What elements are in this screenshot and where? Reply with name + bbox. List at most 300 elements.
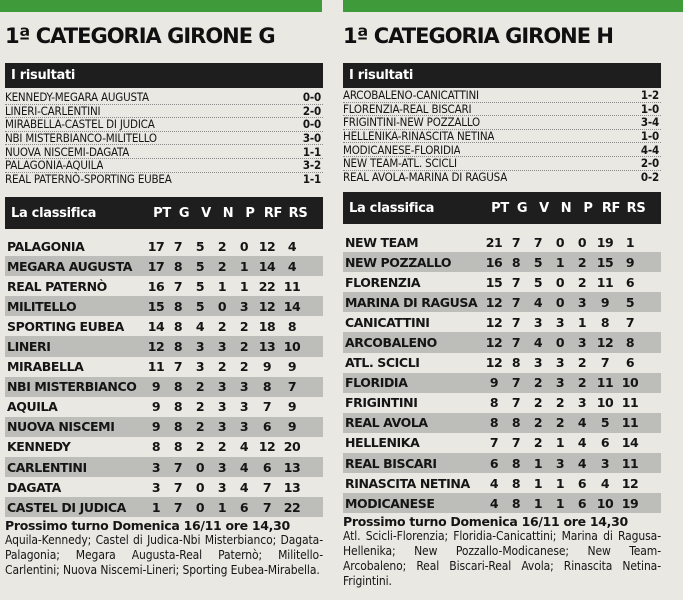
stat-cell: 8 bbox=[511, 355, 521, 371]
result-match: HELLENIKA-RINASCITA NETINA bbox=[343, 129, 495, 144]
standings-col-header: RS bbox=[288, 205, 308, 221]
result-match: FLORENZIA-REAL BISCARI bbox=[343, 101, 472, 116]
stat-cell: 6 bbox=[625, 355, 635, 371]
standings-row bbox=[5, 497, 323, 517]
stat-cell: 7 bbox=[489, 435, 499, 451]
girone-title: 1ª CATEGORIA GIRONE G bbox=[5, 24, 275, 48]
stat-cell: 3 bbox=[151, 479, 161, 495]
team-name: ARCOBALENO bbox=[345, 335, 437, 351]
stat-cell: 9 bbox=[600, 294, 610, 310]
standings-row bbox=[5, 276, 323, 296]
result-match: NUOVA NISCEMI-DAGATA bbox=[5, 144, 130, 159]
stat-cell: 7 bbox=[262, 499, 272, 515]
stat-cell: 10 bbox=[596, 495, 614, 511]
stat-cell: 3 bbox=[533, 355, 543, 371]
stat-cell: 2 bbox=[239, 339, 249, 355]
stat-cell: 0 bbox=[577, 234, 587, 250]
stat-cell: 7 bbox=[511, 335, 521, 351]
stat-cell: 12 bbox=[258, 439, 276, 455]
standings-label: La classifica bbox=[349, 200, 435, 216]
result-score: 1-2 bbox=[640, 88, 659, 103]
stat-cell: 16 bbox=[147, 278, 165, 294]
stat-cell: 8 bbox=[173, 298, 183, 314]
team-name: MODICANESE bbox=[345, 495, 435, 511]
standings-row bbox=[343, 232, 661, 252]
team-name: REAL BISCARI bbox=[345, 455, 437, 471]
result-score: 1-0 bbox=[640, 101, 659, 116]
result-match: KENNEDY-MEGARA AUGUSTA bbox=[5, 90, 149, 105]
stat-cell: 7 bbox=[511, 314, 521, 330]
result-score: 0-0 bbox=[302, 90, 321, 105]
stat-cell: 8 bbox=[511, 495, 521, 511]
standings-col-header: RF bbox=[263, 205, 283, 221]
standings-row bbox=[343, 453, 661, 473]
team-name: CANICATTINI bbox=[345, 314, 430, 330]
stat-cell: 19 bbox=[621, 495, 639, 511]
stat-cell: 1 bbox=[555, 475, 565, 491]
result-row bbox=[343, 89, 661, 103]
stat-cell: 18 bbox=[258, 318, 276, 334]
stat-cell: 2 bbox=[217, 359, 227, 375]
result-score: 2-0 bbox=[302, 103, 321, 118]
next-round-fixtures: Atl. Scicli-Florenzia; Floridia-Canicattini; Marina di Ragusa-Hellenika; New Pozzallo-Modicanese; New Team-Arcobaleno; Real Biscari-Real Avola; Rinascita Netina-Frigintini. bbox=[343, 529, 661, 588]
team-name: LINERI bbox=[7, 339, 51, 355]
standings-row bbox=[343, 252, 661, 272]
stat-cell: 9 bbox=[262, 359, 272, 375]
stat-cell: 17 bbox=[147, 238, 165, 254]
stat-cell: 8 bbox=[489, 415, 499, 431]
stat-cell: 8 bbox=[151, 439, 161, 455]
stat-cell: 1 bbox=[217, 278, 227, 294]
stat-cell: 4 bbox=[287, 258, 297, 274]
stat-cell: 8 bbox=[173, 379, 183, 395]
stat-cell: 9 bbox=[151, 379, 161, 395]
stat-cell: 3 bbox=[239, 298, 249, 314]
stat-cell: 7 bbox=[173, 278, 183, 294]
result-row bbox=[343, 130, 661, 144]
team-name: NEW TEAM bbox=[345, 234, 419, 250]
stat-cell: 8 bbox=[262, 379, 272, 395]
stat-cell: 3 bbox=[217, 479, 227, 495]
stat-cell: 0 bbox=[195, 499, 205, 515]
stat-cell: 2 bbox=[195, 379, 205, 395]
stat-cell: 7 bbox=[533, 234, 543, 250]
stat-cell: 15 bbox=[485, 274, 503, 290]
girone-title: 1ª CATEGORIA GIRONE H bbox=[343, 24, 613, 48]
stat-cell: 6 bbox=[262, 419, 272, 435]
stat-cell: 2 bbox=[239, 359, 249, 375]
stat-cell: 3 bbox=[555, 375, 565, 391]
stat-cell: 8 bbox=[287, 318, 297, 334]
stat-cell: 2 bbox=[195, 399, 205, 415]
stat-cell: 11 bbox=[621, 455, 639, 471]
result-match: MODICANESE-FLORIDIA bbox=[343, 142, 461, 157]
stat-cell: 4 bbox=[577, 455, 587, 471]
stat-cell: 12 bbox=[147, 339, 165, 355]
standings-row bbox=[343, 433, 661, 453]
stat-cell: 3 bbox=[239, 399, 249, 415]
stat-cell: 8 bbox=[173, 318, 183, 334]
stat-cell: 12 bbox=[258, 238, 276, 254]
stat-cell: 5 bbox=[600, 415, 610, 431]
result-row bbox=[343, 143, 661, 157]
result-score: 1-0 bbox=[640, 129, 659, 144]
standings-col-header: PT bbox=[153, 205, 171, 221]
stat-cell: 11 bbox=[621, 395, 639, 411]
stat-cell: 3 bbox=[217, 459, 227, 475]
standings-col-header: N bbox=[560, 200, 572, 216]
stat-cell: 11 bbox=[596, 375, 614, 391]
stat-cell: 3 bbox=[217, 379, 227, 395]
standings-col-header: N bbox=[222, 205, 234, 221]
team-name: CARLENTINI bbox=[7, 459, 87, 475]
stat-cell: 4 bbox=[533, 335, 543, 351]
stat-cell: 2 bbox=[217, 439, 227, 455]
stat-cell: 6 bbox=[489, 455, 499, 471]
standings-header bbox=[343, 192, 661, 224]
team-name: KENNEDY bbox=[7, 439, 71, 455]
standings-row bbox=[343, 493, 661, 513]
stat-cell: 2 bbox=[195, 439, 205, 455]
stat-cell: 22 bbox=[283, 499, 301, 515]
stat-cell: 0 bbox=[195, 459, 205, 475]
standings-label: La classifica bbox=[11, 205, 97, 221]
stat-cell: 8 bbox=[600, 314, 610, 330]
stat-cell: 8 bbox=[173, 439, 183, 455]
next-round bbox=[343, 514, 661, 589]
stat-cell: 1 bbox=[577, 314, 587, 330]
standings-row bbox=[5, 437, 323, 457]
stat-cell: 21 bbox=[485, 234, 503, 250]
result-match: REAL AVOLA-MARINA DI RAGUSA bbox=[343, 170, 508, 185]
stat-cell: 8 bbox=[173, 339, 183, 355]
stat-cell: 13 bbox=[283, 479, 301, 495]
result-score: 3-2 bbox=[302, 158, 321, 173]
stat-cell: 3 bbox=[533, 314, 543, 330]
stat-cell: 22 bbox=[258, 278, 276, 294]
standings-row bbox=[343, 312, 661, 332]
stat-cell: 6 bbox=[577, 495, 587, 511]
result-row bbox=[5, 91, 323, 105]
stat-cell: 3 bbox=[217, 339, 227, 355]
result-score: 1-1 bbox=[302, 172, 321, 187]
stat-cell: 6 bbox=[577, 475, 587, 491]
stat-cell: 3 bbox=[555, 455, 565, 471]
stat-cell: 0 bbox=[555, 274, 565, 290]
stat-cell: 8 bbox=[173, 419, 183, 435]
stat-cell: 3 bbox=[577, 335, 587, 351]
stat-cell: 3 bbox=[577, 294, 587, 310]
stat-cell: 1 bbox=[533, 455, 543, 471]
stat-cell: 7 bbox=[511, 375, 521, 391]
standings-row bbox=[343, 393, 661, 413]
results-list bbox=[5, 91, 323, 186]
team-name: CASTEL DI JUDICA bbox=[7, 499, 126, 515]
team-name: FLORENZIA bbox=[345, 274, 421, 290]
stat-cell: 9 bbox=[151, 419, 161, 435]
result-score: 0-2 bbox=[640, 170, 659, 185]
team-name: ATL. SCICLI bbox=[345, 355, 420, 371]
stat-cell: 7 bbox=[262, 479, 272, 495]
stat-cell: 12 bbox=[621, 475, 639, 491]
stat-cell: 1 bbox=[555, 435, 565, 451]
stat-cell: 11 bbox=[283, 278, 301, 294]
stat-cell: 0 bbox=[555, 234, 565, 250]
stat-cell: 4 bbox=[489, 495, 499, 511]
results-list bbox=[343, 89, 661, 184]
stat-cell: 6 bbox=[239, 499, 249, 515]
result-row bbox=[5, 132, 323, 146]
stat-cell: 3 bbox=[239, 379, 249, 395]
stat-cell: 10 bbox=[621, 375, 639, 391]
team-name: MIRABELLA bbox=[7, 359, 84, 375]
stat-cell: 3 bbox=[555, 314, 565, 330]
stat-cell: 0 bbox=[555, 294, 565, 310]
standings-row bbox=[5, 296, 323, 316]
result-match: NEW TEAM-ATL. SCICLI bbox=[343, 156, 457, 171]
stat-cell: 5 bbox=[625, 294, 635, 310]
stat-cell: 4 bbox=[287, 238, 297, 254]
stat-cell: 4 bbox=[195, 318, 205, 334]
team-name: MEGARA AUGUSTA bbox=[7, 258, 133, 274]
result-match: FRIGINTINI-NEW POZZALLO bbox=[343, 115, 480, 130]
stat-cell: 2 bbox=[555, 415, 565, 431]
stat-cell: 7 bbox=[625, 314, 635, 330]
stat-cell: 2 bbox=[217, 238, 227, 254]
girone-g-column bbox=[5, 0, 327, 600]
standings-row bbox=[5, 256, 323, 276]
team-name: NUOVA NISCEMI bbox=[7, 419, 115, 435]
standings-header bbox=[5, 197, 323, 229]
stat-cell: 1 bbox=[151, 499, 161, 515]
stat-cell: 8 bbox=[511, 475, 521, 491]
stat-cell: 4 bbox=[577, 435, 587, 451]
result-match: MIRABELLA-CASTEL DI JUDICA bbox=[5, 117, 155, 132]
stat-cell: 15 bbox=[147, 298, 165, 314]
stat-cell: 3 bbox=[217, 419, 227, 435]
stat-cell: 2 bbox=[239, 318, 249, 334]
stat-cell: 11 bbox=[621, 415, 639, 431]
stat-cell: 17 bbox=[147, 258, 165, 274]
team-name: FRIGINTINI bbox=[345, 395, 418, 411]
stat-cell: 10 bbox=[596, 395, 614, 411]
stat-cell: 3 bbox=[217, 399, 227, 415]
stat-cell: 5 bbox=[533, 254, 543, 270]
stat-cell: 12 bbox=[485, 355, 503, 371]
stat-cell: 1 bbox=[239, 258, 249, 274]
next-round-title: Prossimo turno Domenica 16/11 ore 14,30 bbox=[343, 514, 628, 529]
stat-cell: 3 bbox=[239, 419, 249, 435]
stat-cell: 2 bbox=[533, 435, 543, 451]
stat-cell: 5 bbox=[195, 238, 205, 254]
stat-cell: 2 bbox=[577, 254, 587, 270]
stat-cell: 13 bbox=[258, 339, 276, 355]
result-score: 3-0 bbox=[302, 131, 321, 146]
standings-col-header: V bbox=[539, 200, 549, 216]
standings-row bbox=[343, 373, 661, 393]
stat-cell: 9 bbox=[489, 375, 499, 391]
stat-cell: 4 bbox=[577, 415, 587, 431]
result-row bbox=[5, 159, 323, 173]
stat-cell: 7 bbox=[262, 399, 272, 415]
result-score: 4-4 bbox=[640, 142, 659, 157]
stat-cell: 8 bbox=[489, 395, 499, 411]
stat-cell: 7 bbox=[173, 479, 183, 495]
stat-cell: 1 bbox=[555, 254, 565, 270]
next-round bbox=[5, 518, 323, 578]
stat-cell: 1 bbox=[239, 278, 249, 294]
stat-cell: 2 bbox=[533, 375, 543, 391]
standings-row bbox=[5, 417, 323, 437]
stat-cell: 16 bbox=[485, 254, 503, 270]
stat-cell: 10 bbox=[283, 339, 301, 355]
stat-cell: 1 bbox=[533, 495, 543, 511]
stat-cell: 9 bbox=[287, 359, 297, 375]
next-round-fixtures: Aquila-Kennedy; Castel di Judica-Nbi Misterbianco; Dagata-Palagonia; Megara Augusta-Real Paternò; Militello-Carlentini; Nuova Niscemi-Lineri; Sporting Eubea-Mirabella. bbox=[5, 533, 323, 577]
team-name: RINASCITA NETINA bbox=[345, 475, 470, 491]
team-name: AQUILA bbox=[7, 399, 58, 415]
team-name: MILITELLO bbox=[7, 298, 77, 314]
girone-h-column bbox=[343, 0, 665, 600]
team-name: NEW POZZALLO bbox=[345, 254, 452, 270]
result-row bbox=[5, 173, 323, 187]
standings-row bbox=[5, 397, 323, 417]
stat-cell: 0 bbox=[239, 238, 249, 254]
stat-cell: 8 bbox=[511, 254, 521, 270]
stat-cell: 5 bbox=[195, 298, 205, 314]
team-name: SPORTING EUBEA bbox=[7, 318, 124, 334]
standings-col-header: G bbox=[178, 205, 190, 221]
stat-cell: 7 bbox=[173, 359, 183, 375]
stat-cell: 12 bbox=[596, 335, 614, 351]
standings-row bbox=[5, 236, 323, 256]
result-row bbox=[5, 105, 323, 119]
stat-cell: 7 bbox=[173, 459, 183, 475]
result-score: 2-0 bbox=[640, 156, 659, 171]
stat-cell: 2 bbox=[555, 395, 565, 411]
stat-cell: 2 bbox=[533, 395, 543, 411]
stat-cell: 7 bbox=[287, 379, 297, 395]
stat-cell: 7 bbox=[600, 355, 610, 371]
stat-cell: 12 bbox=[485, 314, 503, 330]
standings-col-header: V bbox=[201, 205, 211, 221]
standings-row bbox=[343, 353, 661, 373]
stat-cell: 4 bbox=[533, 294, 543, 310]
stat-cell: 5 bbox=[195, 258, 205, 274]
stat-cell: 8 bbox=[511, 455, 521, 471]
standings-row bbox=[5, 336, 323, 356]
standings-row bbox=[5, 457, 323, 477]
stat-cell: 4 bbox=[600, 475, 610, 491]
team-name: MARINA DI RAGUSA bbox=[345, 294, 478, 310]
stat-cell: 0 bbox=[217, 298, 227, 314]
stat-cell: 14 bbox=[258, 258, 276, 274]
stat-cell: 3 bbox=[555, 355, 565, 371]
stat-cell: 2 bbox=[533, 415, 543, 431]
standings-row bbox=[343, 473, 661, 493]
next-round-title: Prossimo turno Domenica 16/11 ore 14,30 bbox=[5, 518, 290, 533]
stat-cell: 6 bbox=[262, 459, 272, 475]
standings-row bbox=[5, 477, 323, 497]
team-name: HELLENIKA bbox=[345, 435, 420, 451]
stat-cell: 11 bbox=[147, 359, 165, 375]
stat-cell: 7 bbox=[511, 274, 521, 290]
result-row bbox=[343, 171, 661, 185]
stat-cell: 4 bbox=[239, 439, 249, 455]
standings-col-header: P bbox=[583, 200, 593, 216]
stat-cell: 2 bbox=[217, 258, 227, 274]
standings-table bbox=[5, 236, 323, 517]
result-row bbox=[5, 118, 323, 132]
stat-cell: 2 bbox=[195, 419, 205, 435]
standings-row bbox=[5, 357, 323, 377]
stat-cell: 2 bbox=[577, 355, 587, 371]
stat-cell: 8 bbox=[511, 415, 521, 431]
standings-col-header: RF bbox=[601, 200, 621, 216]
stat-cell: 6 bbox=[600, 435, 610, 451]
stat-cell: 6 bbox=[625, 274, 635, 290]
stat-cell: 7 bbox=[511, 294, 521, 310]
stat-cell: 8 bbox=[173, 258, 183, 274]
standings-col-header: G bbox=[516, 200, 528, 216]
stat-cell: 8 bbox=[625, 335, 635, 351]
stat-cell: 3 bbox=[195, 359, 205, 375]
stat-cell: 2 bbox=[577, 274, 587, 290]
standings-row bbox=[343, 413, 661, 433]
standings-row bbox=[343, 332, 661, 352]
standings-table bbox=[343, 232, 661, 513]
stat-cell: 5 bbox=[533, 274, 543, 290]
stat-cell: 0 bbox=[555, 335, 565, 351]
result-match: LINERI-CARLENTINI bbox=[5, 103, 101, 118]
stat-cell: 13 bbox=[283, 459, 301, 475]
team-name: NBI MISTERBIANCO bbox=[7, 379, 137, 395]
stat-cell: 4 bbox=[239, 479, 249, 495]
team-name: FLORIDIA bbox=[345, 375, 408, 391]
stat-cell: 19 bbox=[596, 234, 614, 250]
stat-cell: 4 bbox=[239, 459, 249, 475]
team-name: REAL AVOLA bbox=[345, 415, 428, 431]
stat-cell: 7 bbox=[173, 499, 183, 515]
stat-cell: 2 bbox=[217, 318, 227, 334]
standings-col-header: P bbox=[245, 205, 255, 221]
stat-cell: 7 bbox=[511, 234, 521, 250]
stat-cell: 8 bbox=[173, 399, 183, 415]
standings-col-header: RS bbox=[626, 200, 646, 216]
stat-cell: 20 bbox=[283, 439, 301, 455]
standings-row bbox=[5, 377, 323, 397]
result-score: 1-1 bbox=[302, 144, 321, 159]
stat-cell: 3 bbox=[577, 395, 587, 411]
stat-cell: 1 bbox=[555, 495, 565, 511]
stat-cell: 0 bbox=[195, 479, 205, 495]
stat-cell: 2 bbox=[577, 375, 587, 391]
result-match: REAL PATERNÒ-SPORTING EUBEA bbox=[5, 172, 172, 187]
stat-cell: 5 bbox=[195, 278, 205, 294]
results-header: I risultati bbox=[343, 63, 661, 88]
stat-cell: 12 bbox=[258, 298, 276, 314]
stat-cell: 14 bbox=[621, 435, 639, 451]
stat-cell: 1 bbox=[625, 234, 635, 250]
stat-cell: 9 bbox=[151, 399, 161, 415]
result-row bbox=[5, 145, 323, 159]
team-name: DAGATA bbox=[7, 479, 61, 495]
stat-cell: 1 bbox=[533, 475, 543, 491]
stat-cell: 14 bbox=[147, 318, 165, 334]
stat-cell: 1 bbox=[217, 499, 227, 515]
stat-cell: 3 bbox=[600, 455, 610, 471]
standings-col-header: PT bbox=[491, 200, 509, 216]
